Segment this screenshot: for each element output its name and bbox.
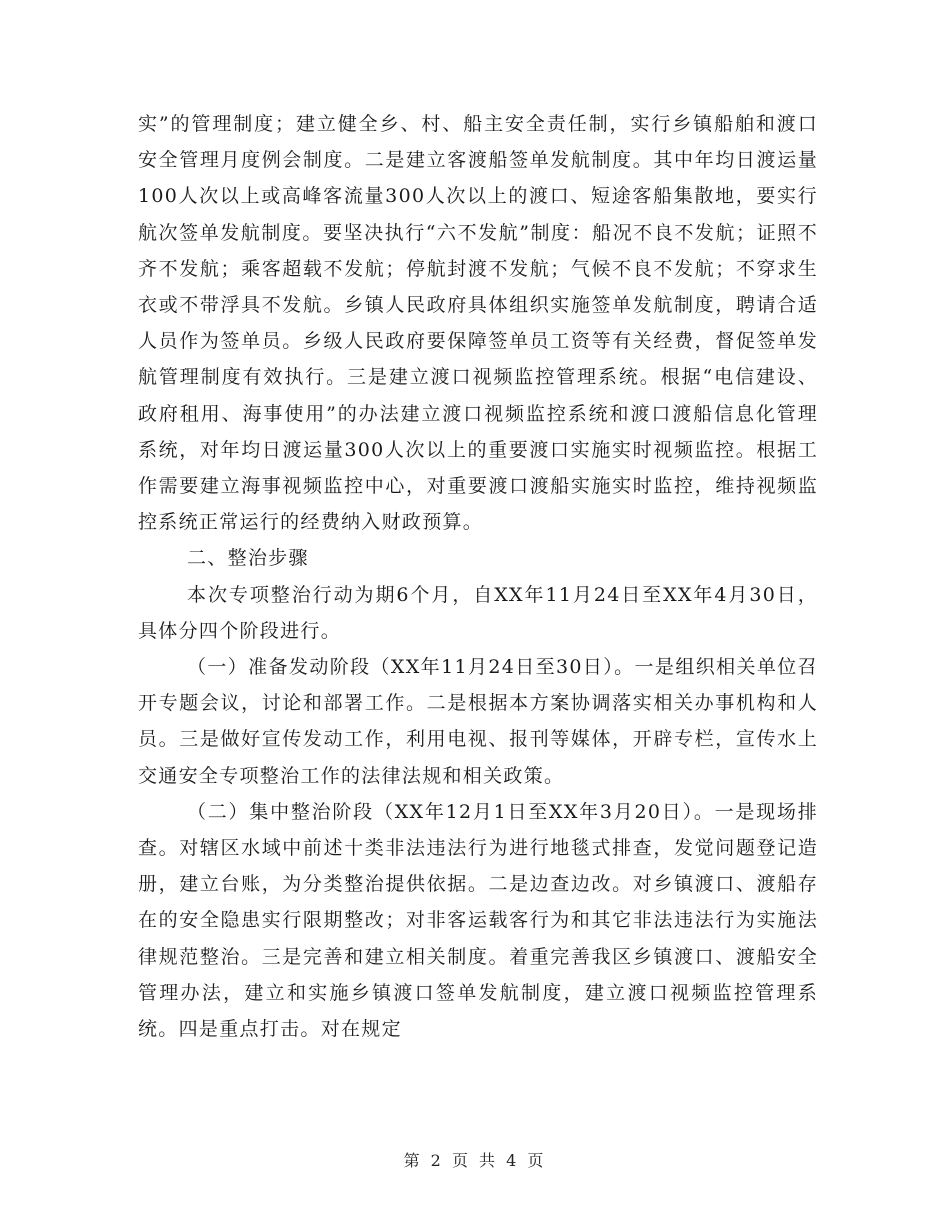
paragraph-continuation: 实”的管理制度；建立健全乡、村、船主安全责任制，实行乡镇船舶和渡口安全管理月度例会制度。二是建立客渡船签单发航制度。其中年均日渡运量100人次以上或高峰客流量300人次以上的渡口、短途客船集散地，要实行航次签单发航制度。要坚决执行“六不发航”制度：船况不良不发航；证照不齐不发航；乘客超载不发航；停航封渡不发航；气候不良不发航；不穿求生衣或不带浮具不发航。乡镇人民政府具体组织实施签单发航制度，聘请合适人员作为签单员。乡级人民政府要保障签单员工资等有关经费，督促签单发航管理制度有效执行。三是建立渡口视频监控管理系统。根据“电信建设、政府租用、海事使用”的办法建立渡口视频监控系统和渡口渡船信息化管理系统，对年均日渡运量300人次以上的重要渡口实施实时视频监控。根据工作需要建立海事视频监控中心，对重要渡口渡船实施实时监控，维持视频监控系统正常运行的经费纳入财政预算。: [138, 113, 818, 534]
paragraph-stage-two: （二）集中整治阶段（XX年12月1日至XX年3月20日）。一是现场排查。对辖区水域中前述十类非法违法行为进行地毯式排查，发觉问题登记造册，建立台账，为分类整治提供依据。二是边查边改。对乡镇渡口、渡船存在的安全隐患实行限期整改；对非客运载客行为和其它非法违法行为实施法律规范整治。三是完善和建立相关制度。着重完善我区乡镇渡口、渡船安全管理办法，建立和实施乡镇渡口签单发航制度，建立渡口视频监控管理系统。四是重点打击。对在规定: [138, 800, 818, 1041]
paragraph-stage-one: （一）准备发动阶段（XX年11月24日至30日）。一是组织相关单位召开专题会议，讨论和部署工作。二是根据本方案协调落实相关办事机构和人员。三是做好宣传发动工作，利用电视、报刊等媒体，开辟专栏，宣传水上交通安全专项整治工作的法律法规和相关政策。: [138, 656, 818, 787]
document-body: [138, 106, 818, 1047]
page-number-footer: 第 2 页 共 4 页: [403, 1151, 547, 1170]
section-heading: 二、整治步骤: [187, 547, 309, 570]
paragraph-overview: 本次专项整治行动为期6个月，自XX年11月24日至XX年4月30日，具体分四个阶段进行。: [138, 583, 818, 642]
